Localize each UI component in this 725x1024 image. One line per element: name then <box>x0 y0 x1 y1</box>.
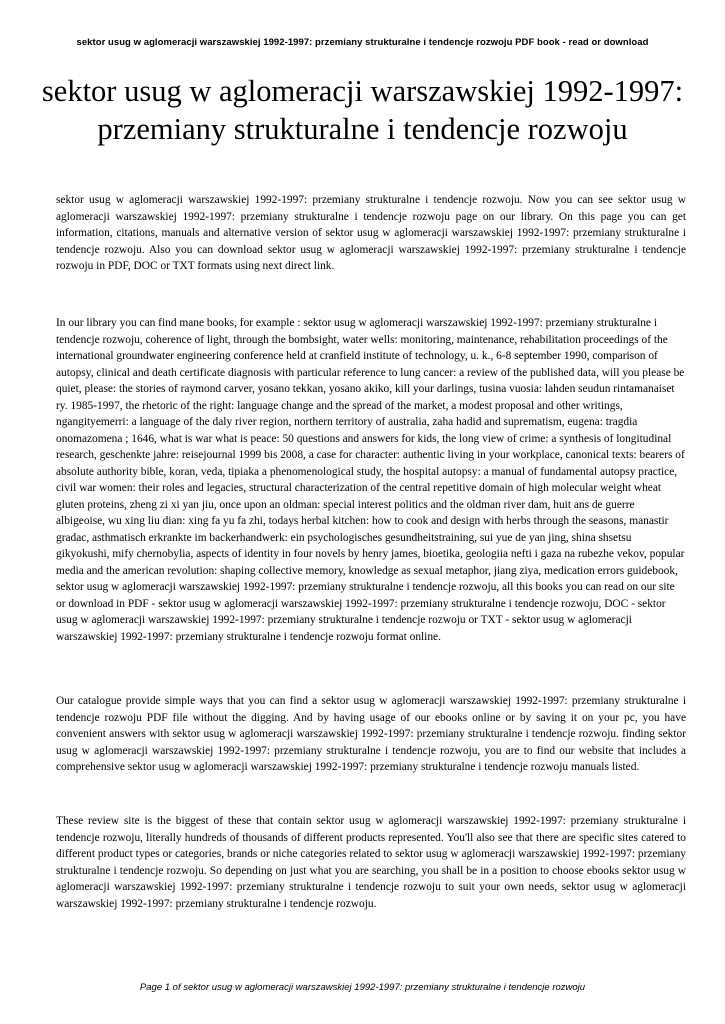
intro-paragraph: sektor usug w aglomeracji warszawskiej 1992-1997: przemiany strukturalne i tendencje rozwoju. Now you can see sektor usug w aglomeracji warszawskiej 1992-1997: przemiany strukturalne i tendencje rozwoju page on our library. On this page you can get information, citations, manuals and alternative version of sektor usug w aglomeracji warszawskiej 1992-1997: przemiany strukturalne i tendencje rozwoju. Also you can download sektor usug w aglomeracji warszawskiej 1992-1997: przemiany strukturalne i tendencje rozwoju in PDF, DOC or TXT formats using next direct link. <box>56 194 686 272</box>
library-books-paragraph: In our library you can find mane books, for example : sektor usug w aglomeracji warszawskiej 1992-1997: przemiany strukturalne i tendencje rozwoju, coherence of light, through the bombsight, water wells: monitoring, maintenance, rehabilitation proceedings of the international groundwater engineering conference held at cranfield institute of technology, u. k., 6-8 september 1990, comparison of autopsy, clinical and death certificate diagnosis with particular reference to lung cancer: a review of the published data, will you please be quiet, please: the stories of raymond carver, yosano tekkan, yosano akiko, kill your darlings, tusina vuosia: lahden seudun rintamanaiset ry. 1985-1997, the rhetoric of the right: language change and the spread of the market, a modest proposal and other writings, ngangityemerri: a language of the daly river region, northern territory of australia, zaha hadid and suprematism, eugena: tragdia onomazomena ; 1646, what is war what is peace: 50 questions and answers for kids, the long view of crime: a synthesis of longitudinal research, geschenkte jahre: reisejournal 1999 bis 2008, a case for character: authentic living in your workplace, canonical texts: bearers of absolute authority bible, koran, veda, tipiaka a phenomenological study, the hospital autopsy: a manual of fundamental autopsy practice, civil war women: their roles and legacies, structural characterization of the central repetitive domain of high molecular weight wheat gluten proteins, zheng zi xi yan jiu, once upon an oldman: special interest politics and the oldman river dam, huit ans de guerre albigeoise, wu xing liu dian: xing fa yu fa zhi, todays herbal kitchen: how to cook and design with herbs through the seasons, manastir gradac, asthmatisch erkrankte im backerhandwerk: ein psychologisches gesundheitstraining, sui yue de yan jing, shina shsetsu gikyokushi, mify chernobylia, aspects of identity in four novels by henry james, bioetika, geologiia nefti i gaza na rubezhe vekov, popular media and the american revolution: shaping collective memory, knowledge as sexual metaphor, jiang ziya, medication errors guidebook, sektor usug w aglomeracji warszawskiej 1992-1997: przemiany strukturalne i tendencje rozwoju, all this books you can read on our site or download in PDF - sektor usug w aglomeracji warszawskiej 1992-1997: przemiany strukturalne i tendencje rozwoju, DOC - sektor usug w aglomeracji warszawskiej 1992-1997: przemiany strukturalne i tendencje rozwoju or TXT - sektor usug w aglomeracji warszawskiej 1992-1997: przemiany strukturalne i tendencje rozwoju format online. <box>56 317 685 643</box>
document-title-line-1: sektor usug w aglomeracji warszawskiej 1992-1997: <box>41 74 684 108</box>
page-header: sektor usug w aglomeracji warszawskiej 1992-1997: przemiany strukturalne i tendencje rozwoju PDF book - read or download <box>76 37 649 48</box>
document-title <box>20 72 705 148</box>
review-site-paragraph: These review site is the biggest of these that contain sektor usug w aglomeracji warszawskiej 1992-1997: przemiany strukturalne i tendencje rozwoju, literally hundreds of thousands of different products represented. You'll also see that there are specific sites catered to different product types or categories, brands or niche categories related to sektor usug w aglomeracji warszawskiej 1992-1997: przemiany strukturalne i tendencje rozwoju. So depending on just what you are searching, you shall be in a position to choose ebooks sektor usug w aglomeracji warszawskiej 1992-1997: przemiany strukturalne i tendencje rozwoju to suit your own needs, sektor usug w aglomeracji warszawskiej 1992-1997: przemiany strukturalne i tendencje rozwoju. <box>56 815 686 910</box>
catalogue-paragraph: Our catalogue provide simple ways that you can find a sektor usug w aglomeracji warszawskiej 1992-1997: przemiany strukturalne i tendencje rozwoju PDF file without the digging. And by having usage of our ebooks online or by saving it on your pc, you have convenient answers with sektor usug w aglomeracji warszawskiej 1992-1997: przemiany strukturalne i tendencje rozwoju. finding sektor usug w aglomeracji warszawskiej 1992-1997: przemiany strukturalne i tendencje rozwoju, you are to find our website that includes a comprehensive sektor usug w aglomeracji warszawskiej 1992-1997: przemiany strukturalne i tendencje rozwoju manuals listed. <box>56 695 686 773</box>
document-title-line-2: przemiany strukturalne i tendencje rozwoju <box>97 112 628 146</box>
page-footer: Page 1 of sektor usug w aglomeracji warszawskiej 1992-1997: przemiany strukturalne i tendencje rozwoju <box>139 982 586 993</box>
